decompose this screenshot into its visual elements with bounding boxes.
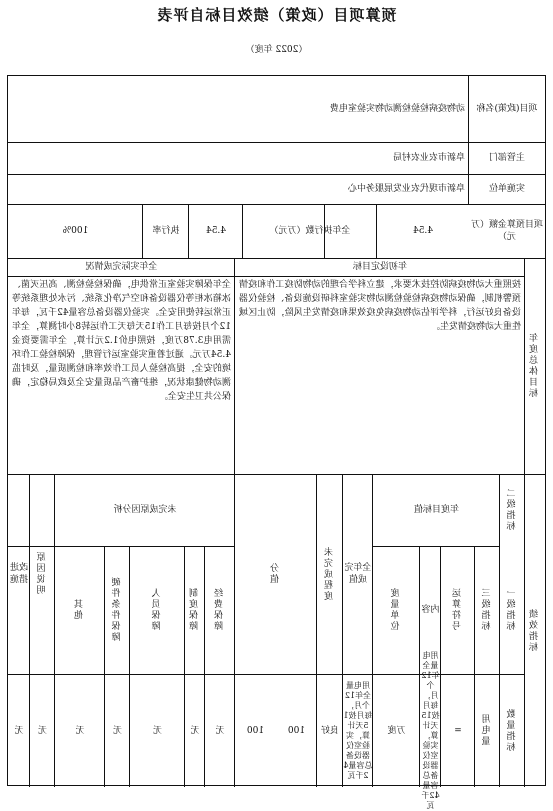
row-score-value: 100	[287, 725, 306, 736]
project-name-value: 动物疫病检验检测动物实验室电费	[329, 104, 465, 114]
level2-header: 二级指标	[507, 488, 518, 532]
op-header: 运算符号	[453, 588, 463, 632]
corrective-header: 改进措施	[10, 563, 29, 585]
page-title: 预算项目（政策）绩效目标自评表	[156, 6, 397, 24]
unfinished-reasons-header: 未完成原因分析	[113, 505, 177, 515]
dept-label: 主管部门	[489, 153, 526, 163]
completion-header: 全年实际完成情况	[85, 262, 158, 272]
other-reason-header: 其他	[75, 599, 85, 621]
row-hardware-reason: 无	[113, 725, 123, 736]
unit-header: 度量单位	[391, 588, 402, 632]
row-budget-reason: 无	[215, 725, 225, 736]
unfinished-degree-header: 未完成程度	[325, 546, 335, 602]
row-system-reason: 无	[190, 725, 200, 736]
goal-header: 年初设定目标	[353, 262, 408, 272]
dept-value: 阜新市农业农村局	[392, 153, 465, 163]
rate-value: 100%	[62, 226, 89, 236]
annual-indicator-header: 年度目标值	[414, 505, 460, 515]
exec-value: 4.54	[205, 226, 227, 236]
goal-text: 按照重大动物疫病防控技术要求，建立科学合理的动物防疫工作和疫情预警机制，确保动物疫病检验检测动物实验室科研设施设备、检验仪器设备良好运行，科学评估动物疫病免疫效果和疫情发生风险，防止区域性重大动物疫情发生。	[239, 280, 521, 332]
system-reason-header: 制度保障	[190, 588, 200, 632]
level1-header: 一级指标	[507, 588, 518, 632]
actual-header: 全年完成值	[344, 563, 372, 585]
row-reason-desc: 无	[38, 725, 48, 736]
staff-reason-header: 人员保障	[152, 588, 163, 632]
completion-text: 全年保障实验室正常供电，确保检验检测、高压灭菌、冰箱冰柜等仪器设备和空气净化系统、污水处理系统等正常运转使用安全。实验仪器设备总容量42千瓦，每年12个月按每月工作15天每天工作运转8小时测算，全年需用电3.78万度，按照电价1.2元计算，全年需要资金4.54万元。通过着重实验室运行管理，保障检验工作环境的安全，提高检验人员工作效率和检测质量，及时监测动物健康状况，维护畜产品质量安全及政局稳定，确保公共卫生安全。	[12, 280, 231, 402]
rate-label: 执行率	[152, 226, 180, 236]
row-level2: 数量指标	[507, 708, 518, 753]
row-other-reason: 无	[75, 725, 85, 736]
evaluation-table	[7, 75, 546, 810]
exec-label: 全年执行数（万元）	[269, 226, 351, 236]
row-op: =	[454, 725, 462, 736]
annual-goal-section-label: 年度总体目标	[530, 333, 540, 399]
content-header: 内容	[421, 605, 440, 615]
row-actual: 用电量全年12个月，每月按15天计算，实验室仪器设备总容量42千瓦	[343, 680, 373, 780]
row-corrective: 无	[14, 725, 24, 736]
budget-label: 项目预算金额（万元）	[470, 220, 543, 242]
budget-value: 4.54	[412, 226, 434, 236]
budget-reason-header: 经费保障	[215, 588, 225, 632]
reason-desc-header: 原因说明	[37, 552, 48, 596]
row-unfinished-degree: 良好	[321, 725, 340, 736]
row-unit: 万度	[387, 725, 406, 736]
project-name-label: 项目(政策)名称	[476, 104, 538, 114]
row-score: 100	[246, 725, 265, 736]
impl-value: 阜新市现代农业发展服务中心	[347, 184, 465, 194]
row-level3: 用电量	[482, 714, 493, 747]
level3-header: 三级指标	[482, 588, 493, 632]
hardware-reason-header: 硬件条件保障	[112, 577, 123, 643]
perf-indicator-label: 绩效指标	[530, 608, 540, 653]
score-value-header: 分值	[271, 563, 281, 585]
row-content: 用电量全年12个月，每月按15天计算，实验室仪器设备总容量42千瓦	[421, 650, 440, 810]
row-staff-reason: 无	[153, 725, 163, 736]
page-subtitle: （2022 年度）	[245, 45, 308, 55]
impl-label: 实施单位	[489, 184, 526, 194]
